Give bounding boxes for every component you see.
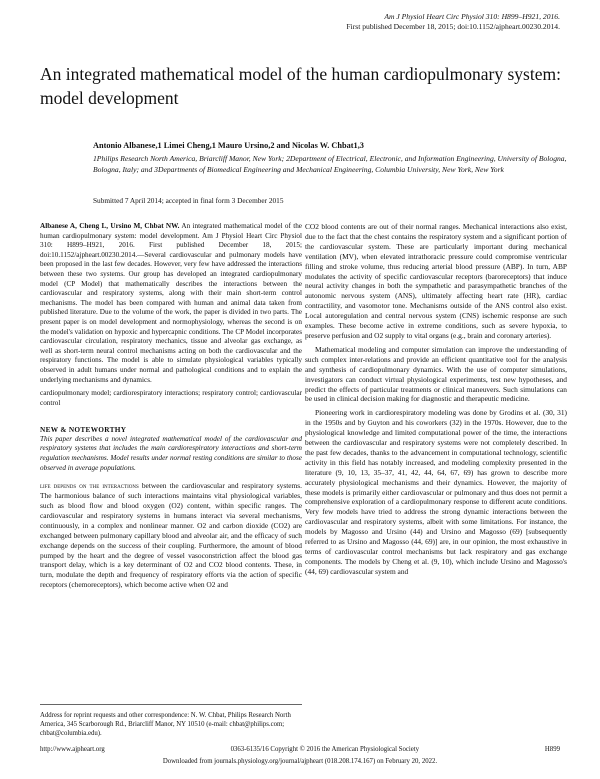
body-paragraph-2: Mathematical modeling and computer simulation can improve the understanding of such complex inter-relations and provide an efficient quantitative tool for the analysis and synthesis of cardiopulmonary dynamics. With the use of computer simulations, investigators can conduct virtual physiological experiments, test new hypotheses, and predict the effects of particular treatments or clinical maneuvers. Such simulations can be used in clinical decision making for diagnostic and therapeutic medicine. [305, 344, 567, 404]
affiliations: 1Philips Research North America, Briarcliff Manor, New York; 2Department of Electrical, Electronic, and Information Engineering, University of Bologna, Bologna, Italy; and 3Departments of Biomedical Engineering and Mechanical Engineering, Columbia University, New York, New York [93, 154, 567, 175]
intro-paragraph [40, 481, 302, 590]
body-paragraph-3: Pioneering work in cardiorespiratory modeling was done by Grodins et al. (30, 31) in the 1950s and by Guyton and his coworkers (32) in the 1970s. However, due to the physiological knowledge and limited computational power of the time, the interactions between the cardiovascular and respiratory systems were not completely described. In the past few decades, thanks to the advancement in computational technology, scientific activity in this field has notably increased, and modeling complexity presented in the literature (9, 10, 13, 35–37, 41, 42, 44, 64, 67, 69) has grown to describe more accurately physiological mechanisms and their dynamics. However, the majority of these models is primarily either cardiovascular or pulmonary and thus does not permit a comprehensive exploration of a cardiopulmonary response to different acute conditions. Very few models have tried to address the strong dynamic interactions between the cardiovascular and respiratory systems, albeit with some limitations. For instance, the models by Magosso and Ursino (44) and Ursino and Magosso (69) [subsequently referred to as Ursino and Magosso (44, 69)] are, in our opinion, the most exhaustive in terms of cardiovascular control mechanisms but lack respiratory and gas exchange components. The models by Cheng et al. (9, 10), which include Ursino and Magosso's (44, 69) cardiovascular system and [305, 408, 567, 576]
left-column [40, 222, 302, 594]
download-notice: Downloaded from journals.physiology.org/journal/ajpheart (018.208.174.167) on February 20, 2022. [162, 758, 438, 765]
right-column [305, 222, 567, 581]
first-published-line: First published December 18, 2015; doi:10.1152/ajpheart.00230.2014. [346, 22, 560, 31]
abstract-citation-authors: Albanese A, Cheng L, Ursino M, Chbat NW. [40, 222, 180, 230]
journal-url-link[interactable]: http://www.ajpheart.org [40, 746, 105, 753]
keywords: cardiopulmonary model; cardiorespiratory interactions; respiratory control; cardiovascular control [40, 389, 302, 407]
page-footer [40, 746, 560, 753]
submission-dates: Submitted 7 April 2014; accepted in final form 3 December 2015 [93, 196, 284, 205]
intro-lead: life depends on the interactions [40, 481, 139, 491]
abstract [40, 222, 302, 385]
journal-reference [346, 12, 560, 32]
abstract-text: An integrated mathematical model of the human cardiopulmonary system: model development. Am J Physiol Heart Circ Physiol 310: H899–H921, 2016. First published December 18, 2015; doi:10.1152/ajpheart.00230.2014.—Several cardiovascular and pulmonary models have been proposed in the last few decades. However, very few have addressed the interactions between these two systems. Our group has developed an integrated cardiopulmonary model (CP Model) that mathematically describes the interactions between the cardiovascular and respiratory systems, along with their main short-term control mechanisms. The model has been compared with human and animal data taken from published literature. Due to the volume of the work, the paper is divided in two parts. The present paper is on model development and normophysiology, whereas the second is on the model's validation on hypoxic and hypercapnic conditions. The CP Model incorporates cardiovascular circulation, respiratory mechanics, tissue and alveolar gas exchange, as well as short-term neural control mechanisms acting on both the cardiovascular and the respiratory functions. The model is able to simulate physiological variables typically observed in adult humans under normal and pathological conditions and to explain the underlying mechanisms and dynamics. [40, 222, 302, 384]
new-noteworthy-heading: NEW & NOTEWORTHY [40, 424, 127, 434]
author-list: Antonio Albanese,1 Limei Cheng,1 Mauro Ursino,2 and Nicolas W. Chbat1,3 [93, 141, 364, 150]
journal-citation: Am J Physiol Heart Circ Physiol 310: H899–H921, 2016. [384, 12, 560, 21]
body-paragraph-1: CO2 blood contents are out of their normal ranges. Mechanical interactions also exist, due to the fact that the chest contains the respiratory system and a significant portion of the cardiovascular system. These are particularly important during mechanical ventilation (MV), when elevated intrathoracic pressure could compromise ventricular filling and stroke volume, thus reducing arterial blood pressure (ABP). In turn, ABP modulates the activity of specific cardiovascular receptors (baroreceptors) that induce neural activity changes in both the sympathetic and parasympathetic branches of the autonomic nervous system (ANS), ultimately affecting heart rate (HR), cardiac contractility, and vasomotor tone. Mechanisms outside of the ANS control also exist. Local autoregulation and central nervous system (CNS) ischemic response are such examples. These become active in extreme conditions, such as severe hypoxia, to preserve perfusion and O2 supply to vital organs (e.g., brain and coronary arteries). [305, 222, 567, 340]
page-number: H899 [544, 746, 560, 753]
article-title: An integrated mathematical model of the human cardiopulmonary system: model development [40, 64, 561, 108]
new-noteworthy-text: This paper describes a novel integrated mathematical model of the cardiovascular and respiratory systems that includes the main cardiorespiratory interactions and short-term regulation mechanisms. Model results under normal resting conditions are similar to those observed in average populations. [40, 434, 302, 472]
intro-text: between the cardiovascular and respiratory systems. The harmonious balance of such interactions maintains vital physiological variables, such as blood flow and blood oxygen (O2) content, within specific ranges. The cardiovascular and respiratory systems in humans interact via several mechanisms, continuously, in a complex and nonlinear manner. O2 and carbon dioxide (CO2) are exchanged between pulmonary capillary blood and alveolar air, and the efficacy of such exchange depends on the success of their coupling. Furthermore, the amount of blood pumped by the heart and the degree of vessel vasoconstriction affect the blood gas transport delay, which is a key determinant of O2 and CO2 blood contents. These, in turn, modulate the depth and frequency of respiratory efforts via the action of specific receptors (chemoreceptors), which become active when O2 and [40, 481, 303, 590]
copyright-line: 0363-6135/16 Copyright © 2016 the American Physiological Society [230, 746, 420, 753]
correspondence-footnote: Address for reprint requests and other correspondence: N. W. Chbat, Philips Research North America, 345 Scarborough Rd., Briarcliff Manor, NY 10510 (e-mail: chbat@philips.com; chbat@columbia.edu). [40, 704, 302, 738]
